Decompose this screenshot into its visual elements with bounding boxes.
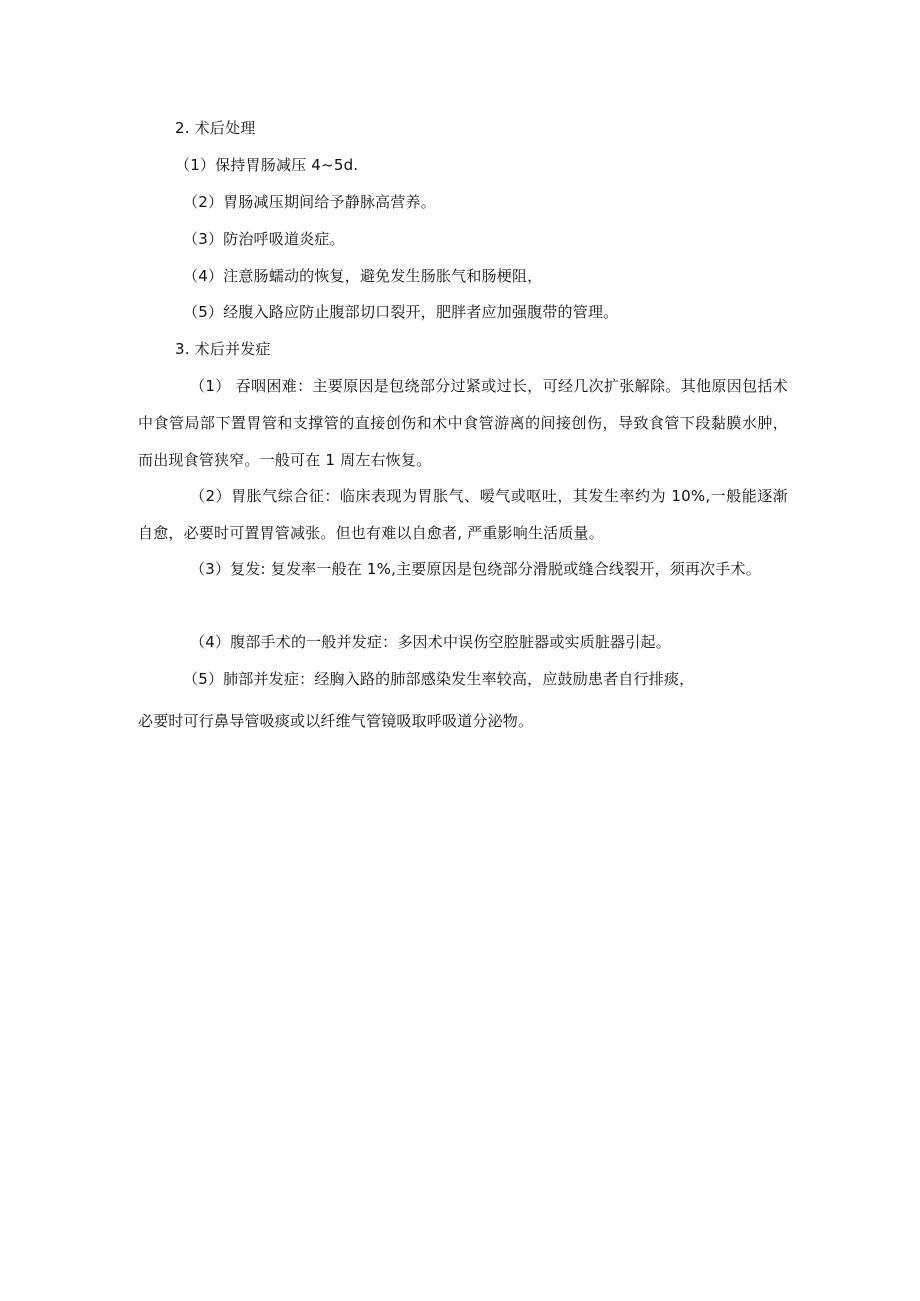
section-3-item-5-line-2: 必要时可行鼻导管吸痰或以纤维气管镜吸取呼吸道分泌物。 [138,712,534,730]
section-2-item-5: （5）经腹入路应防止腹部切口裂开，肥胖者应加强腹带的管理。 [183,303,619,321]
section-3-heading: 3. 术后并发症 [175,340,271,358]
section-2-item-1: （1）保持胃肠减压 4~5d. [175,156,359,174]
section-3-item-5-line-1: （5）肺部并发症：经胸入路的肺部感染发生率较高，应鼓励患者自行排痰， [183,670,695,688]
section-2-item-2: （2）胃肠减压期间给予静脉高营养。 [183,193,436,211]
section-3-paragraph-3: （3）复发: 复发率一般在 1%,主要原因是包绕部分滑脱或缝合线裂开，须再次手术。 [190,560,761,578]
section-2-heading: 2. 术后处理 [175,119,256,137]
section-3-paragraph-1: （1） 吞咽困难：主要原因是包绕部分过紧或过长，可经几次扩张解除。其他原因包括术中食管局部下置胃管和支撑管的直接创伤和术中食管游离的间接创伤，导致食管下段黏膜水肿，而出现食管狭窄。一般可在 1 周左右恢复。 [138,377,788,469]
section-2-item-3: （3）防治呼吸道炎症。 [183,230,345,248]
section-3-paragraph-4: （4）腹部手术的一般并发症：多因术中误伤空腔脏器或实质脏器引起。 [190,633,671,651]
section-2-item-4: （4）注意肠蠕动的恢复，避免发生肠胀气和肠梗阻， [183,267,543,285]
section-3-paragraph-2: （2）胃胀气综合征：临床表现为胃胀气、嗳气或呕吐，其发生率约为 10%,一般能逐渐自愈，必要时可置胃管减张。但也有难以自愈者, 严重影响生活质量。 [138,487,788,542]
